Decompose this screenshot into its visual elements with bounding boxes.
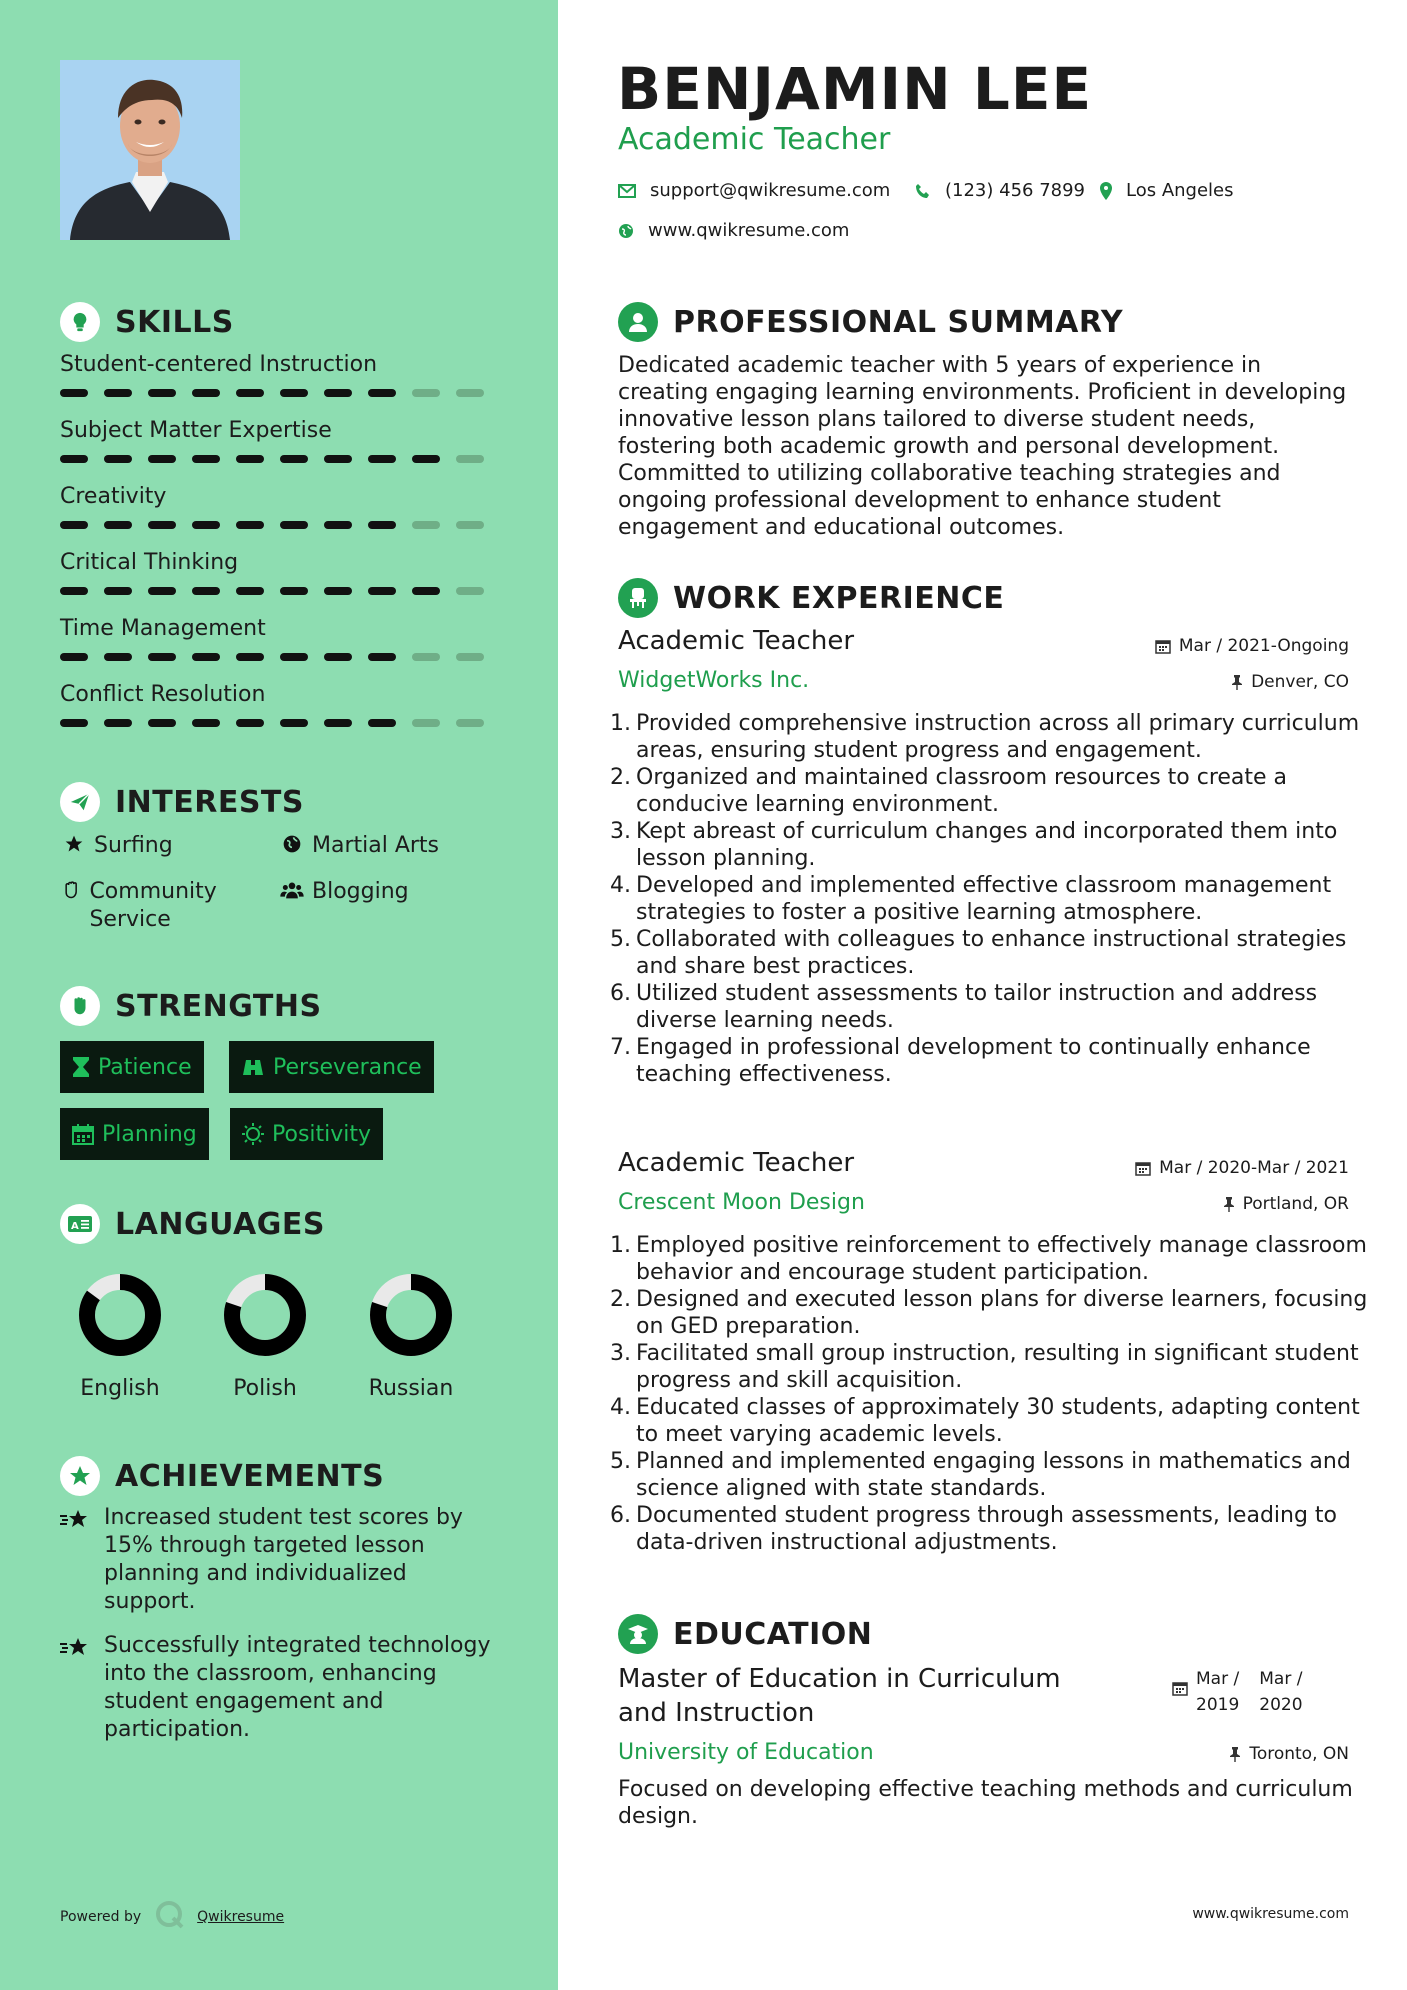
skill-label: Time Management: [60, 616, 266, 641]
shooting-star-icon: [60, 1632, 104, 1744]
summary-title: PROFESSIONAL SUMMARY: [673, 304, 1124, 340]
envelope-icon: [618, 184, 636, 198]
job-responsibilities: [610, 710, 1378, 1088]
skill-level-dash: [324, 455, 352, 463]
item-text: Developed and implemented effective classroom management strategies to foster a positive learning atmosphere.: [636, 873, 1332, 925]
item-number: 4.: [610, 1395, 631, 1420]
star-icon: [60, 832, 88, 854]
strengths-heading: [60, 986, 322, 1026]
skill-level-dash: [148, 389, 176, 397]
interests-heading: [60, 782, 304, 822]
item-number: 5.: [610, 1449, 631, 1474]
language-icon: [60, 1204, 100, 1244]
responsibility-item: [610, 926, 1378, 980]
strength-label: Planning: [102, 1121, 197, 1147]
summary-text: Dedicated academic teacher with 5 years of experience in creating engaging learning environments. Proficient in developing innovative lesson plans tailored to diverse student needs, fostering both academic growth and personal development. Committed to utilizing collaborative teaching strategies and ongoing professional development to enhance student engagement and educational outcomes.: [618, 353, 1347, 540]
proficiency-ring: [222, 1272, 308, 1358]
skill-level-dash: [192, 521, 220, 529]
job-title: Academic Teacher: [618, 626, 855, 656]
map-pin-icon: [1100, 182, 1112, 200]
sun-icon: [242, 1123, 264, 1145]
responsibility-item: [610, 710, 1378, 764]
item-number: 5.: [610, 927, 631, 952]
item-text: Kept abreast of curriculum changes and incorporated them into lesson planning.: [636, 819, 1338, 871]
candidate-role: Academic Teacher: [618, 122, 891, 157]
item-text: Planned and implemented engaging lessons in mathematics and science aligned with state standards.: [636, 1449, 1351, 1501]
company-name: WidgetWorks Inc.: [618, 668, 810, 693]
graduate-icon: [618, 1614, 658, 1654]
skill-level-dash: [324, 389, 352, 397]
skill-level-bar: [60, 719, 500, 727]
job-location: [1223, 1194, 1349, 1214]
calendar-icon: [1172, 1680, 1188, 1696]
strength-positivity: [230, 1108, 383, 1160]
skill-level-dash: [368, 653, 396, 661]
item-text: Educated classes of approximately 30 students, adapting content to meet varying academic levels.: [636, 1395, 1360, 1447]
proficiency-ring: [77, 1272, 163, 1358]
summary-heading: [618, 302, 1123, 342]
item-number: 4.: [610, 873, 631, 898]
strengths-title: STRENGTHS: [115, 988, 322, 1024]
svg-text:A: A: [71, 1221, 79, 1232]
skill-level-bar: [60, 389, 500, 397]
skill-level-dash: [104, 587, 132, 595]
education-end: [1259, 1666, 1302, 1718]
skill-level-dash: [148, 719, 176, 727]
job-dates-text: Mar / 2020-Mar / 2021: [1159, 1158, 1349, 1178]
skill-level-dash: [192, 587, 220, 595]
item-text: Utilized student assessments to tailor instruction and address diverse learning needs.: [636, 981, 1318, 1033]
responsibility-item: [610, 1448, 1378, 1502]
skill-level-dash: [456, 653, 484, 661]
paper-plane-icon: [60, 782, 100, 822]
responsibility-item: [610, 1394, 1378, 1448]
skill-level-dash: [60, 521, 88, 529]
chair-icon: [618, 578, 658, 618]
skill-level-dash: [60, 653, 88, 661]
skill-level-dash: [280, 389, 308, 397]
contact-location: [1100, 180, 1234, 201]
skill-level-dash: [280, 521, 308, 529]
item-number: 6.: [610, 1503, 631, 1528]
skill-level-dash: [60, 719, 88, 727]
strength-planning: [60, 1108, 209, 1160]
item-number: 1.: [610, 1233, 631, 1258]
skill-level-bar: [60, 587, 500, 595]
skill-level-dash: [368, 587, 396, 595]
language-label: English: [80, 1376, 160, 1401]
language-english: [55, 1272, 185, 1401]
interest-community-service: [60, 878, 270, 934]
responsibility-item: [610, 872, 1378, 926]
skill-level-dash: [368, 389, 396, 397]
skill-level-dash: [412, 455, 440, 463]
skill-level-dash: [60, 587, 88, 595]
interest-label: Surfing: [94, 833, 173, 858]
skill-level-dash: [148, 587, 176, 595]
interest-label: Martial Arts: [312, 833, 440, 858]
education-location-text: Toronto, ON: [1249, 1744, 1349, 1764]
skill-level-dash: [192, 389, 220, 397]
responsibility-item: [610, 1340, 1378, 1394]
user-icon: [618, 302, 658, 342]
language-russian: [346, 1272, 476, 1401]
shooting-star-icon: [60, 1504, 104, 1616]
fist-icon: [60, 986, 100, 1026]
job-location-text: Portland, OR: [1242, 1194, 1349, 1214]
item-number: 3.: [610, 1341, 631, 1366]
degree-line: and Instruction: [618, 1698, 815, 1728]
skill-label: Subject Matter Expertise: [60, 418, 332, 443]
skill-level-dash: [236, 719, 264, 727]
hand-icon: [60, 878, 83, 900]
responsibility-item: [610, 818, 1378, 872]
item-number: 2.: [610, 1287, 631, 1312]
job-location-text: Denver, CO: [1251, 672, 1349, 692]
skill-label: Critical Thinking: [60, 550, 239, 575]
pushpin-icon: [1223, 1196, 1235, 1212]
skill-level-dash: [368, 719, 396, 727]
phone-text: (123) 456 7899: [945, 180, 1086, 201]
skill-level-dash: [412, 587, 440, 595]
language-label: Polish: [233, 1376, 297, 1401]
skill-level-dash: [236, 653, 264, 661]
education-heading: [618, 1614, 872, 1654]
skill-level-bar: [60, 653, 500, 661]
pushpin-icon: [1231, 674, 1243, 690]
education-title: EDUCATION: [673, 1616, 873, 1652]
contact-email[interactable]: [618, 180, 890, 201]
contact-website[interactable]: [618, 220, 849, 241]
responsibility-item: [610, 764, 1378, 818]
job-title: Academic Teacher: [618, 1148, 855, 1178]
item-number: 3.: [610, 819, 631, 844]
skill-level-dash: [412, 653, 440, 661]
contact-phone[interactable]: [915, 180, 1085, 201]
skill-level-dash: [412, 719, 440, 727]
strength-patience: [60, 1041, 204, 1093]
skill-level-dash: [368, 521, 396, 529]
skill-level-dash: [148, 521, 176, 529]
education-dates: [1172, 1666, 1303, 1718]
skill-level-dash: [192, 719, 220, 727]
skill-level-dash: [324, 653, 352, 661]
skill-level-bar: [60, 455, 500, 463]
responsibility-item: [610, 1286, 1378, 1340]
skill-level-dash: [412, 389, 440, 397]
job-dates: [1135, 1158, 1349, 1178]
skill-level-dash: [456, 455, 484, 463]
skill-level-dash: [456, 389, 484, 397]
job-location: [1231, 672, 1349, 692]
strength-label: Positivity: [272, 1121, 372, 1147]
users-icon: [278, 878, 306, 900]
strength-label: Perseverance: [273, 1054, 422, 1080]
skill-level-dash: [368, 455, 396, 463]
skill-level-dash: [104, 521, 132, 529]
degree-title: [618, 1662, 1061, 1730]
degree-line: Master of Education in Curriculum: [618, 1664, 1061, 1694]
skill-label: Creativity: [60, 484, 167, 509]
skill-level-dash: [456, 719, 484, 727]
experience-heading: [618, 578, 1004, 618]
item-number: 6.: [610, 981, 631, 1006]
skill-level-dash: [104, 653, 132, 661]
language-label: Russian: [368, 1376, 454, 1401]
responsibility-item: [610, 1502, 1378, 1556]
achievement-item: [60, 1504, 500, 1616]
achievement-text: Successfully integrated technology into the classroom, enhancing student engagement and participation.: [104, 1633, 491, 1742]
skill-level-dash: [60, 455, 88, 463]
skill-level-dash: [236, 521, 264, 529]
job-dates-text: Mar / 2021-Ongoing: [1178, 636, 1349, 656]
location-text: Los Angeles: [1126, 180, 1234, 201]
skill-level-dash: [280, 455, 308, 463]
skills-title: SKILLS: [115, 304, 234, 340]
strength-label: Patience: [98, 1054, 192, 1080]
skill-level-dash: [412, 521, 440, 529]
skill-level-bar: [60, 521, 500, 529]
education-end-month: Mar /: [1259, 1669, 1303, 1689]
company-name: Crescent Moon Design: [618, 1190, 865, 1215]
binoculars-icon: [241, 1057, 265, 1077]
item-number: 7.: [610, 1035, 631, 1060]
interest-surfing: [60, 832, 173, 860]
candidate-name: BENJAMIN LEE: [617, 55, 1093, 123]
star-badge-icon: [60, 1456, 100, 1496]
responsibility-item: [610, 1034, 1378, 1088]
skill-level-dash: [236, 587, 264, 595]
skill-level-dash: [104, 455, 132, 463]
achievement-item: [60, 1632, 500, 1744]
item-text: Provided comprehensive instruction across all primary curriculum areas, ensuring student progress and engagement.: [636, 711, 1360, 763]
powered-by-label: Powered by: [60, 1909, 142, 1925]
skill-level-dash: [60, 389, 88, 397]
calendar-icon: [1155, 638, 1171, 654]
skill-level-dash: [280, 719, 308, 727]
skill-item: [60, 352, 500, 397]
achievements-title: ACHIEVEMENTS: [115, 1458, 385, 1494]
skill-level-dash: [148, 455, 176, 463]
strength-perseverance: [229, 1041, 434, 1093]
language-polish: [200, 1272, 330, 1401]
main-content: [558, 0, 1407, 1990]
item-text: Engaged in professional development to continually enhance teaching effectiveness.: [636, 1035, 1311, 1087]
item-text: Designed and executed lesson plans for diverse learners, focusing on GED preparation.: [636, 1287, 1368, 1339]
skill-level-dash: [148, 653, 176, 661]
profile-photo: [60, 60, 240, 240]
powered-by: [60, 1900, 284, 1934]
calendar-icon: [1135, 1160, 1151, 1176]
lightbulb-icon: [60, 302, 100, 342]
skill-level-dash: [324, 521, 352, 529]
interest-blogging: [278, 878, 409, 906]
footer-website[interactable]: www.qwikresume.com: [1192, 1906, 1349, 1922]
skill-level-dash: [236, 455, 264, 463]
interest-martial-arts: [278, 832, 439, 860]
skill-item: [60, 418, 500, 463]
education-location: [1229, 1744, 1349, 1764]
sidebar: [0, 0, 558, 1990]
experience-title: WORK EXPERIENCE: [673, 580, 1005, 616]
calendar-icon: [72, 1123, 94, 1145]
skill-level-dash: [280, 587, 308, 595]
skill-item: [60, 484, 500, 529]
globe-icon: [278, 832, 306, 854]
item-number: 2.: [610, 765, 631, 790]
skill-level-dash: [456, 587, 484, 595]
achievement-text: Increased student test scores by 15% through targeted lesson planning and individualized support.: [104, 1505, 463, 1614]
school-name: University of Education: [618, 1740, 874, 1765]
skill-item: [60, 616, 500, 661]
qwikresume-logo-icon: [155, 1900, 185, 1934]
job-dates: [1155, 636, 1349, 656]
skill-label: Student-centered Instruction: [60, 352, 378, 377]
skill-level-dash: [324, 587, 352, 595]
skill-level-dash: [456, 521, 484, 529]
skills-heading: [60, 302, 234, 342]
hourglass-icon: [72, 1056, 90, 1078]
skill-label: Conflict Resolution: [60, 682, 266, 707]
item-number: 1.: [610, 711, 631, 736]
education-start-month: Mar /: [1196, 1669, 1240, 1689]
responsibility-item: [610, 1232, 1378, 1286]
languages-title: LANGUAGES: [115, 1206, 325, 1242]
interests-title: INTERESTS: [115, 784, 304, 820]
item-text: Organized and maintained classroom resources to create a conducive learning environment.: [636, 765, 1288, 817]
pushpin-icon: [1229, 1746, 1241, 1762]
education-description: Focused on developing effective teaching methods and curriculum design.: [618, 1777, 1353, 1829]
education-end-year: 2020: [1259, 1695, 1303, 1715]
skill-item: [60, 682, 500, 727]
education-start: [1196, 1666, 1239, 1718]
skill-level-dash: [104, 719, 132, 727]
skill-level-dash: [280, 653, 308, 661]
proficiency-ring: [368, 1272, 454, 1358]
languages-heading: [60, 1204, 325, 1244]
item-text: Collaborated with colleagues to enhance instructional strategies and share best practices.: [636, 927, 1347, 979]
globe-icon: [618, 223, 634, 239]
phone-icon: [915, 183, 931, 199]
qwikresume-link[interactable]: Qwikresume: [197, 1909, 285, 1925]
skill-level-dash: [192, 653, 220, 661]
item-text: Facilitated small group instruction, resulting in significant student progress and skill acquisition.: [636, 1341, 1359, 1393]
skill-item: [60, 550, 500, 595]
responsibility-item: [610, 980, 1378, 1034]
interest-label: Community Service: [89, 879, 217, 932]
skill-level-dash: [324, 719, 352, 727]
job-responsibilities: [610, 1232, 1378, 1556]
achievements-heading: [60, 1456, 384, 1496]
education-start-year: 2019: [1196, 1695, 1240, 1715]
skill-level-dash: [192, 455, 220, 463]
skill-level-dash: [104, 389, 132, 397]
item-text: Documented student progress through assessments, leading to data-driven instructional adjustments.: [636, 1503, 1338, 1555]
email-text: support@qwikresume.com: [650, 180, 891, 201]
skill-level-dash: [236, 389, 264, 397]
website-text: www.qwikresume.com: [648, 220, 850, 241]
item-text: Employed positive reinforcement to effectively manage classroom behavior and encourage student participation.: [636, 1233, 1367, 1285]
interest-label: Blogging: [312, 879, 409, 904]
